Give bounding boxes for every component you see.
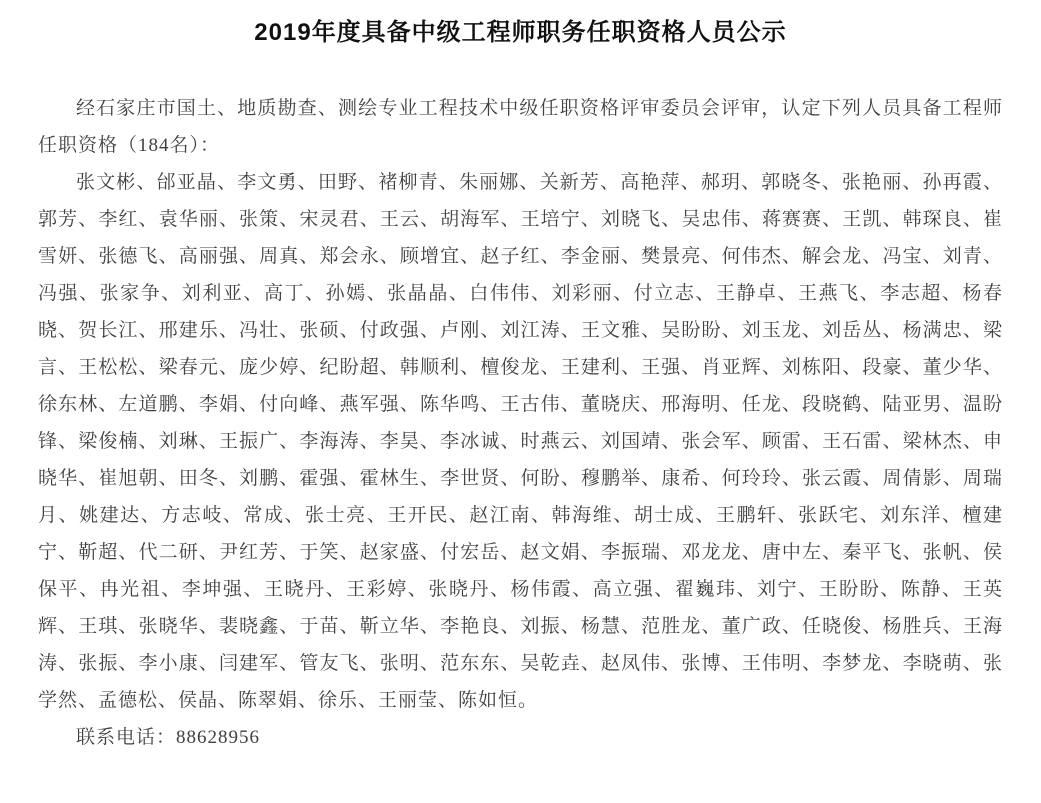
- names-paragraph: 张文彬、邰亚晶、李文勇、田野、褚柳青、朱丽娜、关新芳、高艳萍、郝玥、郭晓冬、张艳丽、孙再霞、郭芳、李红、袁华丽、张策、宋灵君、王云、胡海军、王培宁、刘晓飞、吴忠伟、蒋赛赛、王凯、韩琛良、崔雪妍、张德飞、高丽强、周真、郑会永、顾增宜、赵子红、李金丽、樊景亮、何伟杰、解会龙、冯宝、刘青、冯强、张家争、刘利亚、高丁、孙嫣、张晶晶、白伟伟、刘彩丽、付立志、王静卓、王燕飞、李志超、杨春晓、贺长江、邢建乐、冯壮、张硕、付政强、卢刚、刘江涛、王文雅、吴盼盼、刘玉龙、刘岳丛、杨满忠、梁言、王松松、梁春元、庞少婷、纪盼超、韩顺利、檀俊龙、王建利、王强、肖亚辉、刘栋阳、段豪、董少华、徐东林、左道鹏、李娟、付向峰、燕军强、陈华鸣、王古伟、董晓庆、邢海明、任龙、段晓鹤、陆亚男、温盼锋、梁俊楠、刘琳、王振广、李海涛、李昊、李冰诚、时燕云、刘国靖、张会军、顾雷、王石雷、梁林杰、申晓华、崔旭朝、田冬、刘鹏、霍强、霍林生、李世贤、何盼、穆鹏举、康希、何玲玲、张云霞、周倩影、周瑞月、姚建达、方志岐、常成、张士亮、王开民、赵江南、韩海维、胡士成、王鹏轩、张跃宅、刘东洋、檀建宁、靳超、代二研、尹红芳、于笑、赵家盛、付宏岳、赵文娟、李振瑞、邓龙龙、唐中左、秦平飞、张帆、侯保平、冉光祖、李坤强、王晓丹、王彩婷、张晓丹、杨伟霞、高立强、翟巍玮、刘宁、王盼盼、陈静、王英辉、王琪、张晓华、裴晓鑫、于苗、靳立华、李艳良、刘振、杨慧、范胜龙、董广政、任晓俊、杨胜兵、王海涛、张振、李小康、闫建军、管友飞、张明、范东东、吴乾垚、赵凤伟、张博、王伟明、李梦龙、李晓萌、张学然、孟德松、侯晶、陈翠娟、徐乐、王丽莹、陈如恒。: [38, 172, 1003, 711]
- intro-paragraph: 经石家庄市国土、地质勘查、测绘专业工程技术中级任职资格评审委员会评审，认定下列人员具备工程师任职资格（184名）：: [38, 98, 1003, 156]
- document-title: 2019年度具备中级工程师职务任职资格人员公示: [254, 19, 787, 46]
- contact-line: [38, 719, 1003, 756]
- contact-label: 联系电话：: [76, 727, 177, 748]
- contact-phone: 88628956: [176, 727, 261, 748]
